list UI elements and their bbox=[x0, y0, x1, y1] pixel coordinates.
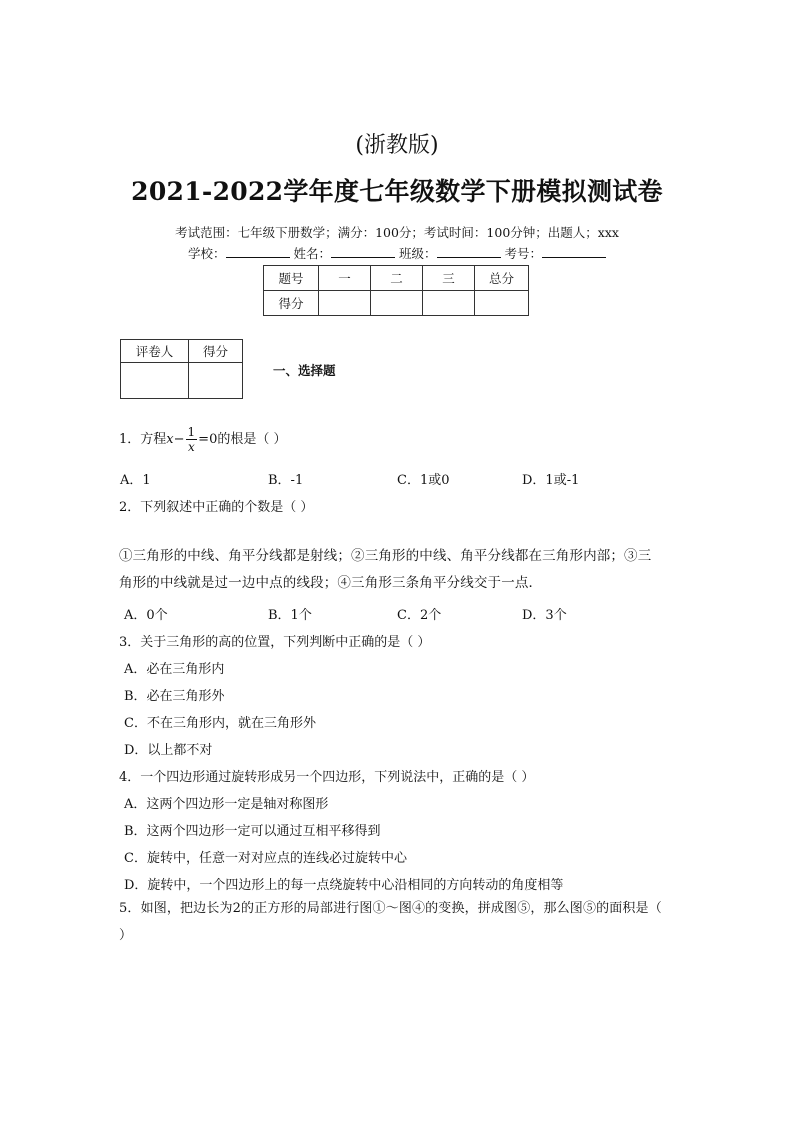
score-cell-question-number: 题号 bbox=[264, 266, 319, 291]
grader-cell[interactable] bbox=[121, 363, 189, 399]
q2-option-c[interactable]: C．2个 bbox=[397, 608, 442, 623]
q1-minus: − bbox=[173, 432, 185, 447]
score-input-part-3[interactable] bbox=[423, 291, 475, 316]
grader-table bbox=[120, 339, 243, 399]
class-blank[interactable] bbox=[437, 245, 501, 258]
q3-option-c[interactable]: C．不在三角形内，就在三角形外 bbox=[124, 716, 316, 731]
score-row-label: 得分 bbox=[264, 291, 319, 316]
school-blank[interactable] bbox=[226, 245, 290, 258]
name-label: 姓名： bbox=[293, 246, 331, 261]
q4-option-a[interactable]: A．这两个四边形一定是轴对称图形 bbox=[124, 797, 329, 812]
q1-suffix: =0的根是（ ） bbox=[198, 432, 287, 447]
score-cell-part-3: 三 bbox=[423, 266, 475, 291]
exam-subtitle: (浙教版) bbox=[355, 133, 439, 158]
question-2-statements: ①三角形的中线、角平分线都是射线；②三角形的中线、角平分线都在三角形内部；③三角形的中线就是过一边中点的线段；④三角形三条角平分线交于一点． bbox=[119, 548, 652, 591]
question-4-stem: 4．一个四边形通过旋转形成另一个四边形，下列说法中，正确的是（ ） bbox=[119, 770, 535, 785]
score-cell-part-2: 二 bbox=[371, 266, 423, 291]
question-2-stem: 2．下列叙述中正确的个数是（ ） bbox=[119, 500, 314, 515]
exam-info: 考试范围：七年级下册数学；满分：100分；考试时间：100分钟；出题人；xxx bbox=[175, 225, 619, 240]
grader-score-cell[interactable] bbox=[189, 363, 243, 399]
q4-option-d[interactable]: D．旋转中，一个四边形上的每一点绕旋转中心沿相同的方向转动的角度相等 bbox=[124, 878, 564, 893]
class-label: 班级： bbox=[398, 246, 437, 261]
score-input-part-1[interactable] bbox=[319, 291, 371, 316]
q2-option-d[interactable]: D．3个 bbox=[522, 608, 567, 623]
q1-option-b[interactable]: B．-1 bbox=[268, 473, 304, 488]
score-cell-total: 总分 bbox=[475, 266, 529, 291]
section-heading-choice: 一、选择题 bbox=[273, 363, 336, 378]
score-input-total[interactable] bbox=[475, 291, 529, 316]
q1-fraction-numerator: 1 bbox=[187, 425, 196, 439]
question-3-stem: 3．关于三角形的高的位置，下列判断中正确的是（ ） bbox=[119, 635, 431, 650]
score-table bbox=[263, 265, 529, 316]
q3-option-a[interactable]: A．必在三角形内 bbox=[124, 662, 225, 677]
school-label: 学校： bbox=[187, 246, 226, 261]
q1-fraction-denominator: x bbox=[187, 440, 195, 454]
question-5-stem: 5．如图，把边长为2的正方形的局部进行图①～图④的变换，拼成图⑤，那么图⑤的面积是（ ） bbox=[119, 901, 662, 943]
exam-number-label: 考号： bbox=[504, 246, 542, 261]
q1-prefix: 1．方程 bbox=[119, 432, 167, 447]
score-cell-part-1: 一 bbox=[319, 266, 371, 291]
q1-fraction bbox=[186, 425, 198, 454]
q1-option-d[interactable]: D．1或-1 bbox=[522, 473, 580, 488]
student-info-fields bbox=[0, 244, 794, 262]
q2-option-a[interactable]: A．0个 bbox=[124, 608, 168, 623]
q3-option-d[interactable]: D．以上都不对 bbox=[124, 743, 213, 758]
q1-option-a[interactable]: A．1 bbox=[120, 473, 151, 488]
q4-option-b[interactable]: B．这两个四边形一定可以通过互相平移得到 bbox=[124, 824, 381, 839]
q1-option-c[interactable]: C．1或0 bbox=[397, 473, 450, 488]
q2-option-b[interactable]: B．1个 bbox=[268, 608, 312, 623]
q4-option-c[interactable]: C．旋转中，任意一对对应点的连线必过旋转中心 bbox=[124, 851, 407, 866]
score-table-score-row bbox=[264, 291, 529, 316]
q1-variable: x bbox=[166, 432, 174, 447]
exam-number-blank[interactable] bbox=[542, 245, 606, 258]
q3-option-b[interactable]: B．必在三角形外 bbox=[124, 689, 225, 704]
score-table-header-row bbox=[264, 266, 529, 291]
name-blank[interactable] bbox=[331, 245, 395, 258]
exam-title: 2021-2022学年度七年级数学下册模拟测试卷 bbox=[131, 177, 663, 206]
grader-score-header: 得分 bbox=[189, 340, 243, 363]
grader-header: 评卷人 bbox=[121, 340, 189, 363]
score-input-part-2[interactable] bbox=[371, 291, 423, 316]
question-1-stem bbox=[119, 425, 286, 454]
